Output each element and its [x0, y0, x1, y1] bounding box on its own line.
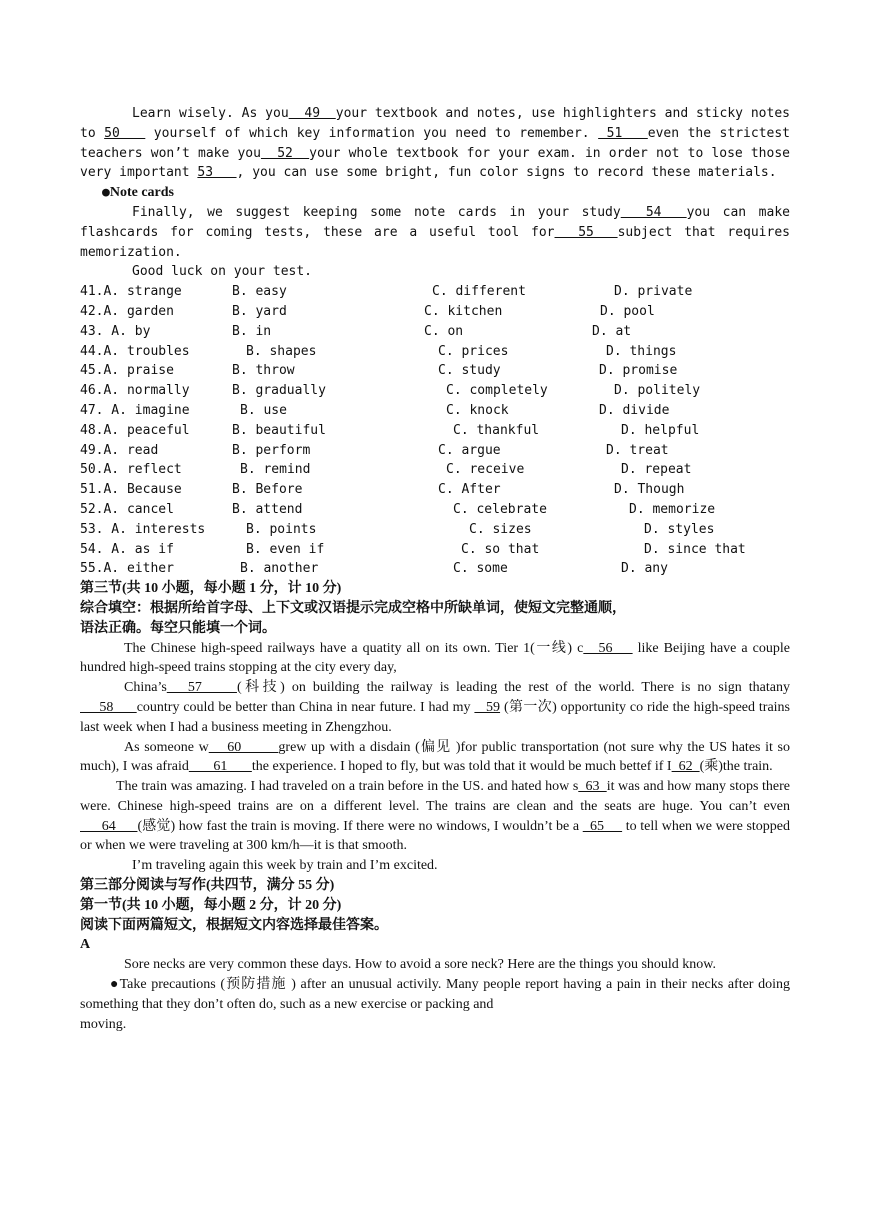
option-a: 51.A. Because	[80, 482, 182, 498]
blank-61: 61	[188, 759, 252, 775]
text: The train was amazing. I had traveled on a train before in the US. and hated how s	[116, 779, 579, 795]
rail-paragraph-2	[80, 678, 790, 737]
blank-63: 63	[578, 779, 607, 795]
text: (第一次) opportunity co ride the high-speed trains last week when I had a business meeting in Zhengzhou.	[80, 699, 791, 735]
blank-54: 54	[620, 204, 687, 220]
option-row	[80, 361, 790, 381]
option-b: B. points	[246, 521, 317, 537]
blank-51: 51	[598, 125, 648, 141]
blank-62: 62	[671, 759, 700, 775]
option-c: C. study	[438, 363, 501, 379]
option-a: 50.A. reflect	[80, 462, 182, 478]
option-d: D. politely	[614, 383, 701, 399]
part3-title: 第三部分阅读与写作(共四节，满分 55 分)	[80, 878, 335, 894]
option-a: 43. A. by	[80, 323, 151, 339]
blank-60: 60	[208, 739, 279, 755]
part3-instruction: 阅读下面两篇短文，根据短文内容选择最佳答案。	[80, 917, 388, 933]
rail-paragraph-5: I’m traveling again this week by train and I’m excited.	[132, 858, 438, 874]
option-d: D. memorize	[629, 501, 716, 517]
bullet-icon: ●	[110, 977, 120, 993]
text: Learn wisely. As you	[132, 106, 289, 121]
text: grew up with a disdain (偏见 )for public transportation (not sure why the US hates it so much), I was afraid	[80, 739, 790, 775]
finally-paragraph	[80, 203, 790, 262]
text: to tell when we were stopped or when we were traveling at 300 km/h—it is that smooth.	[80, 818, 790, 854]
text: country could be better than China in near future. I had my	[136, 699, 475, 715]
neck-paragraph-2	[80, 975, 790, 1015]
option-c: C. receive	[446, 462, 525, 478]
option-c: C. celebrate	[453, 501, 547, 517]
option-b: B. remind	[240, 462, 311, 478]
option-a: 49.A. read	[80, 442, 159, 458]
blank-58: 58	[80, 699, 137, 715]
option-row	[80, 480, 790, 500]
option-c: C. different	[432, 284, 526, 300]
text: Take precautions (预防措施 ) after an unusual activily. Many people report having a pain in their necks after doing something that they don’t often do, such as a new exercise or packing and	[80, 977, 790, 1012]
text: it was and how many stops there were. Chinese high-speed trains are on a different level. The trains are clean and the seats are huge. You can’t even	[80, 779, 791, 814]
rail-paragraph-4	[80, 777, 790, 856]
option-b: B. in	[232, 323, 272, 339]
option-b: B. use	[240, 402, 287, 418]
text: As someone w	[124, 739, 209, 755]
blank-64: 64	[80, 818, 138, 834]
option-d: D. helpful	[621, 422, 700, 438]
good-luck-line: Good luck on your test.	[132, 264, 313, 280]
option-row	[80, 559, 790, 579]
option-c: C. argue	[438, 442, 501, 458]
option-b: B. Before	[232, 482, 303, 498]
section3-title: 第三节(共 10 小题，每小题 1 分，计 10 分)	[80, 581, 342, 597]
option-c: C. sizes	[469, 521, 532, 537]
option-b: B. another	[240, 561, 319, 577]
option-c: C. thankful	[453, 422, 540, 438]
blank-57: 57	[166, 680, 237, 696]
option-d: D. repeat	[621, 462, 692, 478]
text: like Beijing have a couple hundred high-speed trains stopping at the city every day,	[80, 640, 790, 676]
option-a: 52.A. cancel	[80, 501, 174, 517]
heading-text: Note cards	[109, 185, 174, 201]
option-d: D. styles	[644, 521, 715, 537]
option-row	[80, 421, 790, 441]
option-a: 45.A. praise	[80, 363, 174, 379]
rail-paragraph-1	[80, 639, 790, 679]
text: (乘)the train.	[699, 759, 773, 775]
text: Finally, we suggest keeping some note cards in your study	[132, 204, 621, 220]
text: even the strictest teachers won’t make you	[80, 125, 791, 161]
text: yourself of which key information you need to remember.	[145, 125, 599, 141]
option-d: D. at	[592, 323, 632, 339]
option-b: B. gradually	[232, 383, 326, 399]
option-d: D. private	[614, 284, 693, 300]
bullet-icon: ●	[102, 185, 110, 201]
option-row	[80, 322, 790, 342]
option-c: C. knock	[446, 402, 509, 418]
text: The Chinese high-speed railways have a quatity all on its own. Tier 1(一线) c	[124, 640, 584, 656]
text: (科技) on building the railway is leading the rest of the world. There is no sign thatany	[236, 680, 790, 696]
section3-instruction: 综合填空：根据所给首字母、上下文或汉语提示完成空格中所缺单词，使短文完整通顺，	[80, 600, 626, 616]
option-row	[80, 500, 790, 520]
option-c: C. kitchen	[424, 303, 503, 319]
option-d: D. promise	[599, 363, 678, 379]
option-row	[80, 282, 790, 302]
option-a: 41.A. strange	[80, 284, 182, 300]
option-b: B. yard	[232, 303, 287, 319]
option-row	[80, 342, 790, 362]
option-b: B. beautiful	[232, 422, 326, 438]
option-a: 53. A. interests	[80, 521, 206, 537]
option-a: 42.A. garden	[80, 303, 174, 319]
blank-59: 59	[474, 699, 501, 715]
blank-52: 52	[260, 145, 310, 161]
neck-paragraph-1: Sore necks are very common these days. How to avoid a sore neck? Here are the things you should know.	[124, 957, 716, 973]
option-row	[80, 540, 790, 560]
section3-instruction: 语法正确。每空只能填一个词。	[80, 620, 276, 636]
option-d: D. treat	[606, 442, 669, 458]
rail-paragraph-3	[80, 738, 790, 778]
options-list	[80, 282, 790, 579]
option-a: 47. A. imagine	[80, 402, 190, 418]
option-b: B. even if	[246, 541, 325, 557]
option-c: C. completely	[446, 383, 548, 399]
part3-section1-title: 第一节(共 10 小题，每小题 2 分，计 20 分)	[80, 897, 342, 913]
blank-53: 53	[197, 165, 237, 181]
text: the experience. I hoped to fly, but was told that it would be much bettef if I	[251, 759, 672, 775]
option-d: D. pool	[600, 303, 655, 319]
passage-letter: A	[80, 937, 91, 953]
option-d: D. any	[621, 561, 668, 577]
option-row	[80, 401, 790, 421]
note-cards-heading	[102, 183, 790, 203]
option-d: D. since that	[644, 541, 746, 557]
option-c: C. prices	[438, 343, 509, 359]
text: subject that requires memorization.	[80, 224, 790, 260]
option-d: D. divide	[599, 402, 670, 418]
option-b: B. perform	[232, 442, 311, 458]
option-row	[80, 302, 790, 322]
option-a: 55.A. either	[80, 561, 174, 577]
blank-50: 50	[104, 125, 146, 141]
option-a: 46.A. normally	[80, 383, 190, 399]
learn-paragraph	[80, 104, 790, 183]
option-d: D. Though	[614, 482, 685, 498]
blank-49: 49	[288, 106, 336, 121]
option-b: B. shapes	[246, 343, 317, 359]
text: you can make flashcards for coming tests, these are a useful tool for	[80, 204, 790, 240]
text: , you can use some bright, fun color signs to record these materials.	[236, 165, 777, 181]
option-row	[80, 460, 790, 480]
option-c: C. on	[424, 323, 464, 339]
option-a: 54. A. as if	[80, 541, 174, 557]
document-page	[80, 104, 790, 1034]
blank-65: 65	[582, 818, 623, 834]
option-c: C. so that	[461, 541, 540, 557]
option-a: 44.A. troubles	[80, 343, 190, 359]
text: (感觉) how fast the train is moving. If there were no windows, I wouldn’t be a	[137, 818, 583, 834]
blank-56: 56	[583, 640, 633, 656]
option-b: B. throw	[232, 363, 295, 379]
neck-paragraph-2-end: moving.	[80, 1016, 127, 1032]
option-row	[80, 441, 790, 461]
option-c: C. After	[438, 482, 501, 498]
blank-55: 55	[554, 224, 618, 240]
option-row	[80, 381, 790, 401]
option-c: C. some	[453, 561, 508, 577]
text: your whole textbook for your exam. in order not to lose those very important	[80, 145, 790, 181]
text: China’s	[124, 680, 167, 696]
option-a: 48.A. peaceful	[80, 422, 190, 438]
option-d: D. things	[606, 343, 677, 359]
text: your textbook and notes, use highlighters and sticky notes to	[80, 106, 790, 141]
option-b: B. attend	[232, 501, 303, 517]
option-row	[80, 520, 790, 540]
option-b: B. easy	[232, 284, 287, 300]
